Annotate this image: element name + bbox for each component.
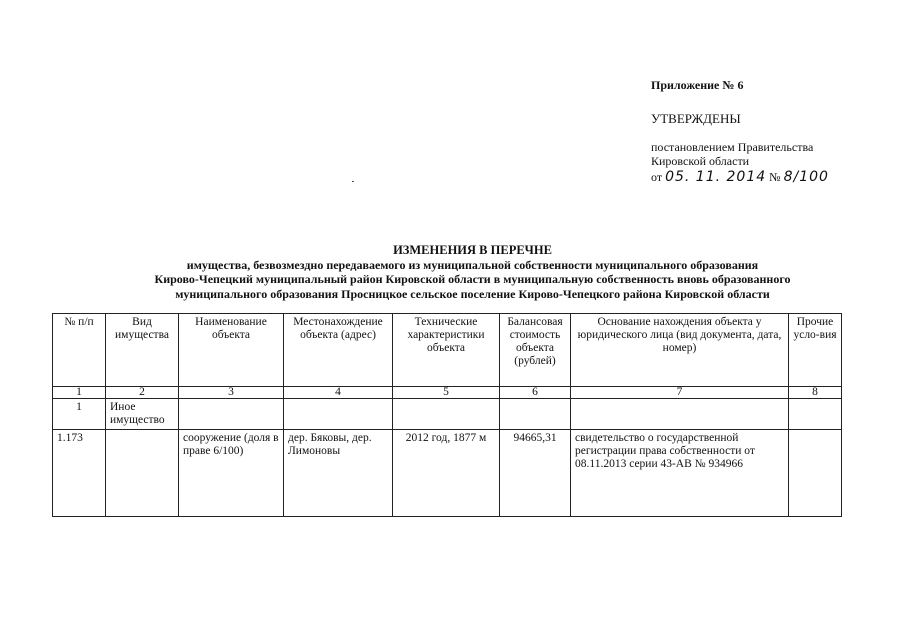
title-line-1: имущества, безвозмездно передаваемого из муниципальной собственности муниципального образования [186, 257, 759, 272]
header-cell: Балансовая стоимость объекта (рублей) [500, 314, 571, 387]
property-table [52, 313, 842, 517]
sign-prefix: от [651, 170, 663, 184]
column-number: 5 [393, 387, 500, 399]
table-cell: 2012 год, 1877 м [393, 430, 500, 517]
table-cell [106, 430, 179, 517]
table-cell: 1.173 [53, 430, 106, 517]
approval-line-1: постановлением Правительства [651, 140, 814, 154]
table-header-row [53, 314, 842, 387]
table-cell [789, 430, 842, 517]
header-cell: Технические характеристики объекта [393, 314, 500, 387]
title-main: ИЗМЕНЕНИЯ В ПЕРЕЧНЕ [393, 243, 552, 257]
header-cell: Прочие усло-вия [789, 314, 842, 387]
approval-block [651, 78, 881, 184]
table-cell: сооружение (доля в праве 6/100) [179, 430, 284, 517]
column-number: 7 [571, 387, 789, 399]
column-number: 6 [500, 387, 571, 399]
title-line-3: муниципального образования Просницкое сельское поселение Кирово-Чепецкого района Кировской области [175, 286, 770, 301]
header-cell: Вид имущества [106, 314, 179, 387]
table-cell [393, 399, 500, 430]
document-title [60, 243, 885, 301]
column-number: 3 [179, 387, 284, 399]
column-number: 4 [284, 387, 393, 399]
table-cell [571, 399, 789, 430]
header-cell: № п/п [53, 314, 106, 387]
column-number-row [53, 387, 842, 399]
header-cell: Местонахождение объекта (адрес) [284, 314, 393, 387]
table-row [53, 399, 842, 430]
table-cell: 94665,31 [500, 430, 571, 517]
approved-label: УТВЕРЖДЕНЫ [651, 111, 741, 126]
table-cell: Иное имущество [106, 399, 179, 430]
sign-number: 8/100 [783, 169, 829, 185]
table-cell: дер. Бяковы, дер. Лимоновы [284, 430, 393, 517]
header-cell: Наименование объекта [179, 314, 284, 387]
title-line-2: Кирово-Чепецкий муниципальный район Кировской области в муниципальную собственность вновь образованного [154, 272, 791, 286]
table-cell [500, 399, 571, 430]
sign-no-label: № [769, 170, 781, 184]
scan-speck [352, 181, 354, 182]
table-cell: свидетельство о государственной регистрации права собственности от 08.11.2013 серии 43-АВ № 934966 [571, 430, 789, 517]
approval-line-2: Кировской области [651, 154, 750, 168]
signature-line [651, 170, 881, 184]
appendix-label: Приложение № 6 [651, 78, 744, 92]
table-cell [789, 399, 842, 430]
column-number: 2 [106, 387, 179, 399]
column-number: 8 [789, 387, 842, 399]
table-cell [179, 399, 284, 430]
column-number: 1 [53, 387, 106, 399]
header-cell: Основание нахождения объекта у юридического лица (вид документа, дата, номер) [571, 314, 789, 387]
table-cell [284, 399, 393, 430]
table-cell: 1 [53, 399, 106, 430]
table-row [53, 430, 842, 517]
sign-date: 05. 11. 2014 [665, 169, 767, 185]
